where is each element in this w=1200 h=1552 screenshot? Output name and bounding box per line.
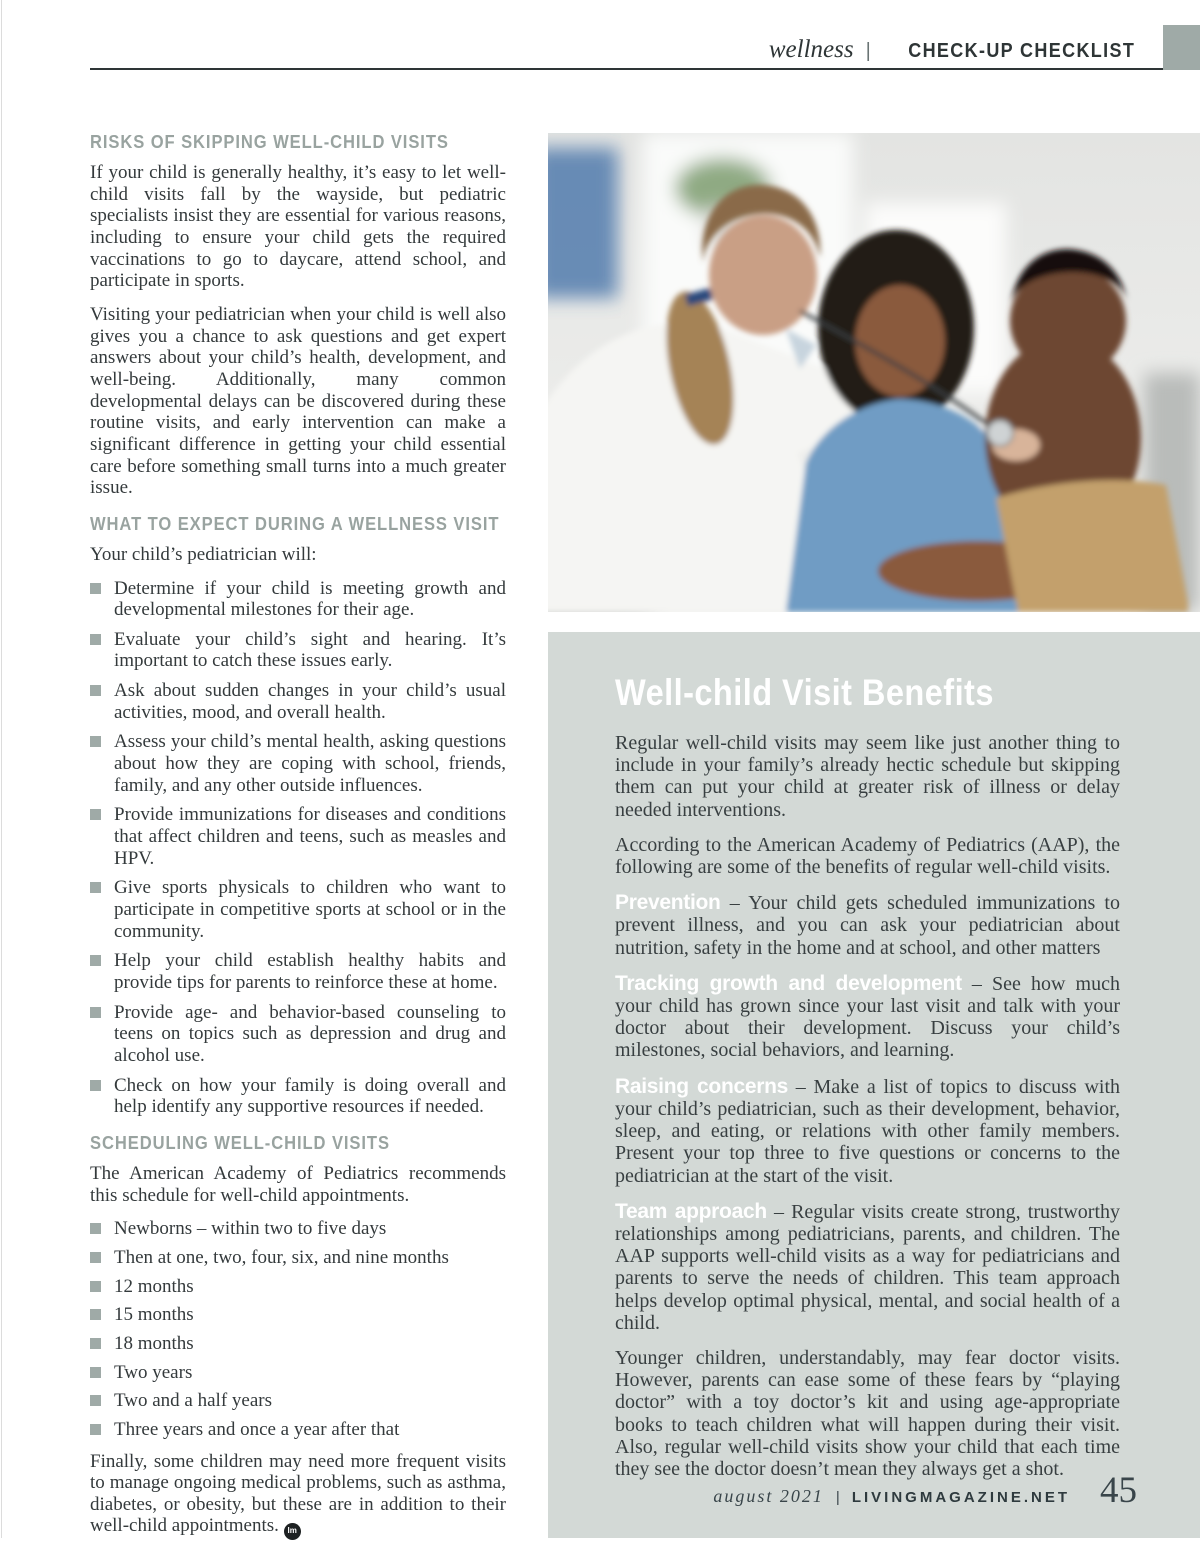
article-column: [90, 132, 506, 1552]
footer-date: august 2021: [713, 1486, 824, 1506]
list-item: Two and a half years: [90, 1390, 506, 1412]
clinic-photo: [548, 133, 1200, 612]
benefits-sidebar: [548, 632, 1200, 1538]
list-item: Then at one, two, four, six, and nine months: [90, 1247, 506, 1269]
clinic-photo-illustration: [548, 133, 1200, 612]
page-footer: [713, 1469, 1137, 1512]
article-paragraph: Visiting your pediatrician when your child is well also gives you a chance to ask questions and get expert answers about your child’s health, development, and well-being. Additionally, many common developmental delays can be discovered during these routine visits, and early intervention can make a significant difference in getting your child essential care before something small turns into a much greater issue.: [90, 303, 506, 499]
benefit-lead: Raising concerns: [615, 1074, 789, 1098]
list-item: Give sports physicals to children who want to participate in competitive sports at school or in the community.: [90, 877, 506, 942]
benefit-lead: Team approach: [615, 1199, 767, 1223]
section-heading-scheduling: SCHEDULING WELL-CHILD VISITS: [90, 1132, 390, 1153]
page-number: 45: [1100, 1470, 1137, 1511]
benefits-paragraph: According to the American Academy of Pediatrics (AAP), the following are some of the benefits of regular well-child visits.: [615, 833, 1120, 878]
expect-list: [90, 578, 506, 1118]
page-edge-line: [1, 0, 2, 1538]
article-closing: Finally, some children may need more frequent visits to manage ongoing medical problems, such as asthma, diabetes, or obesity, but these are in addition to their well-child appointments. lm: [90, 1451, 506, 1540]
list-item: Three years and once a year after that: [90, 1419, 506, 1441]
benefit-item-team: Team approach – Regular visits create strong, trustworthy relationships among pediatricians, parents, and children. The AAP supports well-child visits as a way for pediatricians and parents to serve the needs of children. This team approach helps develop optimal physical, mental, and social health of a child.: [615, 1199, 1120, 1334]
footer-site: LIVINGMAGAZINE.NET: [851, 1489, 1070, 1506]
list-item: Evaluate your child’s sight and hearing. It’s important to catch these issues early.: [90, 629, 506, 672]
benefits-title: Well-child Visit Benefits: [615, 672, 994, 713]
list-item: Newborns – within two to five days: [90, 1218, 506, 1240]
list-item: Determine if your child is meeting growth and developmental milestones for their age.: [90, 578, 506, 621]
footer-separator: |: [835, 1489, 840, 1506]
list-item: Ask about sudden changes in your child’s usual activities, mood, and overall health.: [90, 680, 506, 723]
benefit-item-tracking: Tracking growth and development – See how much your child has grown since your last visit and talk with your doctor about their development. Discuss your child’s milestones, social behaviors, and learning.: [615, 971, 1120, 1062]
schedule-intro: The American Academy of Pediatrics recommends this schedule for well-child appointments.: [90, 1162, 506, 1206]
magazine-endmark-icon: lm: [284, 1523, 301, 1540]
list-item: 12 months: [90, 1276, 506, 1298]
benefit-item-concerns: Raising concerns – Make a list of topics to discuss with your child’s pediatrician, such as their development, behavior, sleep, and eating, or relations with other family members. Present your top three to five questions or concerns to the pediatrician at the start of the visit.: [615, 1074, 1121, 1187]
list-item: Help your child establish healthy habits and provide tips for parents to reinforce these at home.: [90, 950, 506, 993]
list-item: Provide immunizations for diseases and conditions that affect children and teens, such as measles and HPV.: [90, 804, 506, 869]
header-rule: [90, 68, 1163, 70]
article-paragraph: If your child is generally healthy, it’s easy to let well-child visits fall by the wayside, but pediatric specialists insist they are essential for various reasons, including to ensure your child gets the required vaccinations to go to daycare, attend school, and participate in sports.: [90, 162, 506, 292]
magazine-section-label: wellness: [768, 36, 854, 63]
header-separator: |: [865, 40, 871, 62]
list-item: Check on how your family is doing overall and help identify any supportive resources if needed.: [90, 1075, 506, 1118]
list-item: 15 months: [90, 1304, 506, 1326]
article-section-label: CHECK-UP CHECKLIST: [908, 40, 1135, 62]
section-heading-expect: WHAT TO EXPECT DURING A WELLNESS VISIT: [90, 513, 500, 534]
benefits-closing: Younger children, understandably, may fear doctor visits. However, parents can ease some of these fears by “playing doctor” with a toy doctor’s kit and using age-appropriate books to teach children what will happen during their visit. Also, regular well-child visits show your child that each time they see the doctor doesn’t mean they always get a shot.: [615, 1346, 1120, 1480]
corner-accent-square: [1163, 25, 1200, 70]
schedule-list: [90, 1218, 506, 1440]
benefit-lead: Prevention: [615, 891, 721, 915]
page-header: [90, 24, 1163, 70]
list-item: Provide age- and behavior-based counseling to teens on topics such as depression and drug and alcohol use.: [90, 1002, 506, 1067]
expect-intro: Your child’s pediatrician will:: [90, 543, 317, 565]
benefits-paragraph: Regular well-child visits may seem like just another thing to include in your family’s already hectic schedule but skipping them can put your child at greater risk of illness or delay needed interventions.: [615, 732, 1120, 821]
section-heading-risks: RISKS OF SKIPPING WELL-CHILD VISITS: [90, 132, 449, 152]
benefit-lead: Tracking growth and development: [615, 971, 962, 995]
list-item: Assess your child’s mental health, asking questions about how they are coping with school, friends, family, and any other outside influences.: [90, 731, 506, 796]
benefit-item-prevention: Prevention – Your child gets scheduled immunizations to prevent illness, and you can ask your pediatrician about nutrition, safety in the home and at school, and other matters: [615, 891, 1120, 959]
list-item: 18 months: [90, 1333, 506, 1355]
list-item: Two years: [90, 1362, 506, 1384]
